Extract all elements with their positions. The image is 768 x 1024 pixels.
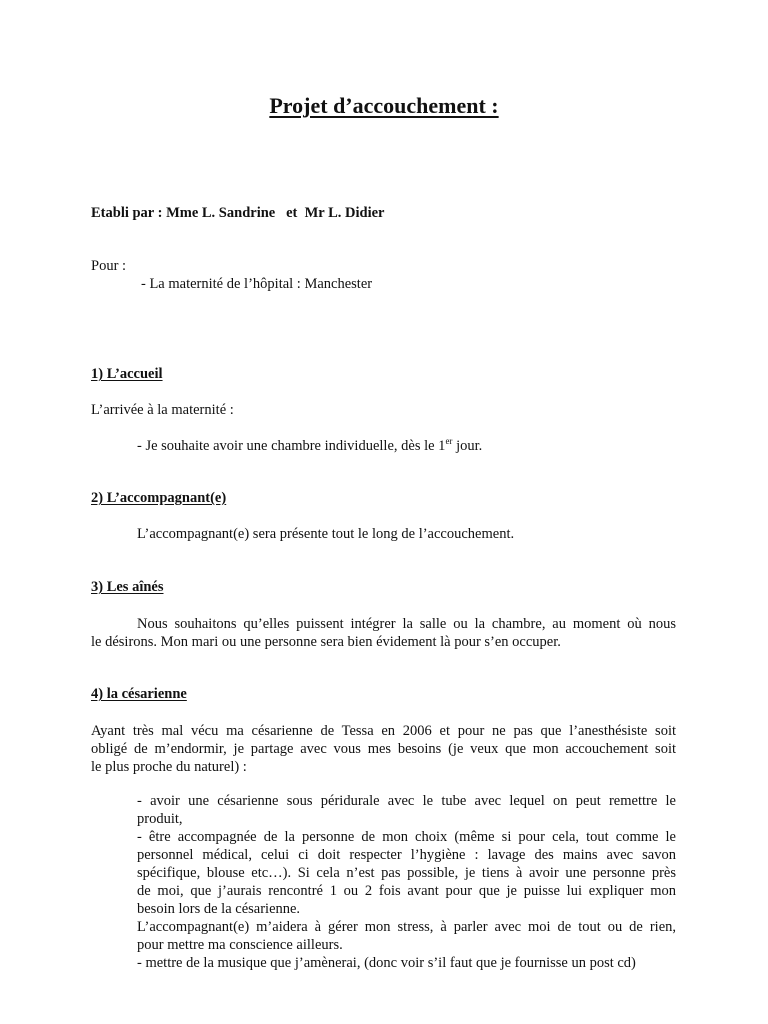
section-heading-cesarienne: 4) la césarienne <box>91 686 187 702</box>
established-by: Etabli par : Mme L. Sandrine et Mr L. Didier <box>91 205 385 221</box>
section-accueil-item <box>137 438 482 455</box>
section-cesarienne-list <box>137 792 676 972</box>
cesarienne-list-line: besoin lors de la césarienne. <box>137 901 301 917</box>
aines-line: le désirons. Mon mari ou une personne sera bien évidement là pour s’en occuper. <box>91 634 561 650</box>
cesarienne-list-line: produit, <box>137 811 183 827</box>
aines-line: Nous souhaitons qu’elles puissent intégrer la salle ou la chambre, au moment où nous <box>137 616 676 632</box>
cesarienne-list-line: pour mettre ma conscience ailleurs. <box>137 937 343 953</box>
cesarienne-list-line: spécifique, blouse etc…). Si cela n’est pas possible, je tiens à avoir une personne près <box>137 865 676 881</box>
for-label: Pour : <box>91 258 127 274</box>
section-heading-accueil: 1) L’accueil <box>91 366 163 382</box>
section-heading-aines: 3) Les aînés <box>91 579 164 595</box>
cesarienne-list-line: - mettre de la musique que j’amènerai, (donc voir s’il faut que je fournisse un post cd) <box>137 955 636 971</box>
for-item-hospital: - La maternité de l’hôpital : Manchester <box>141 276 373 292</box>
cesarienne-list-line: - avoir une césarienne sous péridurale avec le tube avec lequel on peut remettre le <box>137 793 676 809</box>
section-accueil-intro: L’arrivée à la maternité : <box>91 402 234 418</box>
accueil-item-sup: er <box>445 436 453 447</box>
section-heading-accompagnant: 2) L’accompagnant(e) <box>91 490 227 506</box>
section-aines-paragraph <box>91 615 676 651</box>
section-cesarienne-intro <box>91 722 676 776</box>
accueil-item-prefix: - Je souhaite avoir une chambre individuelle, dès le 1 <box>137 438 446 454</box>
cesarienne-intro-line: obligé de m’endormir, je partage avec vous mes besoins (je veux que mon accouchement soit <box>91 741 676 757</box>
document-title: Projet d’accouchement : <box>269 93 499 118</box>
cesarienne-intro-line: Ayant très mal vécu ma césarienne de Tessa en 2006 et pour ne pas que l’anesthésiste soit <box>91 723 676 739</box>
accueil-item-suffix: jour. <box>452 438 483 454</box>
cesarienne-list-line: de moi, que j’aurais rencontré 1 ou 2 fois avant pour que je puisse lui expliquer mon <box>137 883 676 899</box>
section-accompagnant-text: L’accompagnant(e) sera présente tout le long de l’accouchement. <box>137 526 515 542</box>
cesarienne-list-line: L’accompagnant(e) m’aidera à gérer mon stress, à parler avec moi de tout ou de rien, <box>137 919 676 935</box>
cesarienne-list-line: personnel médical, celui ci doit respecter l’hygiène : lavage des mains avec savon <box>137 847 676 863</box>
cesarienne-intro-line: le plus proche du naturel) : <box>91 759 247 775</box>
cesarienne-list-line: - être accompagnée de la personne de mon choix (même si pour cela, tout comme le <box>137 829 676 845</box>
